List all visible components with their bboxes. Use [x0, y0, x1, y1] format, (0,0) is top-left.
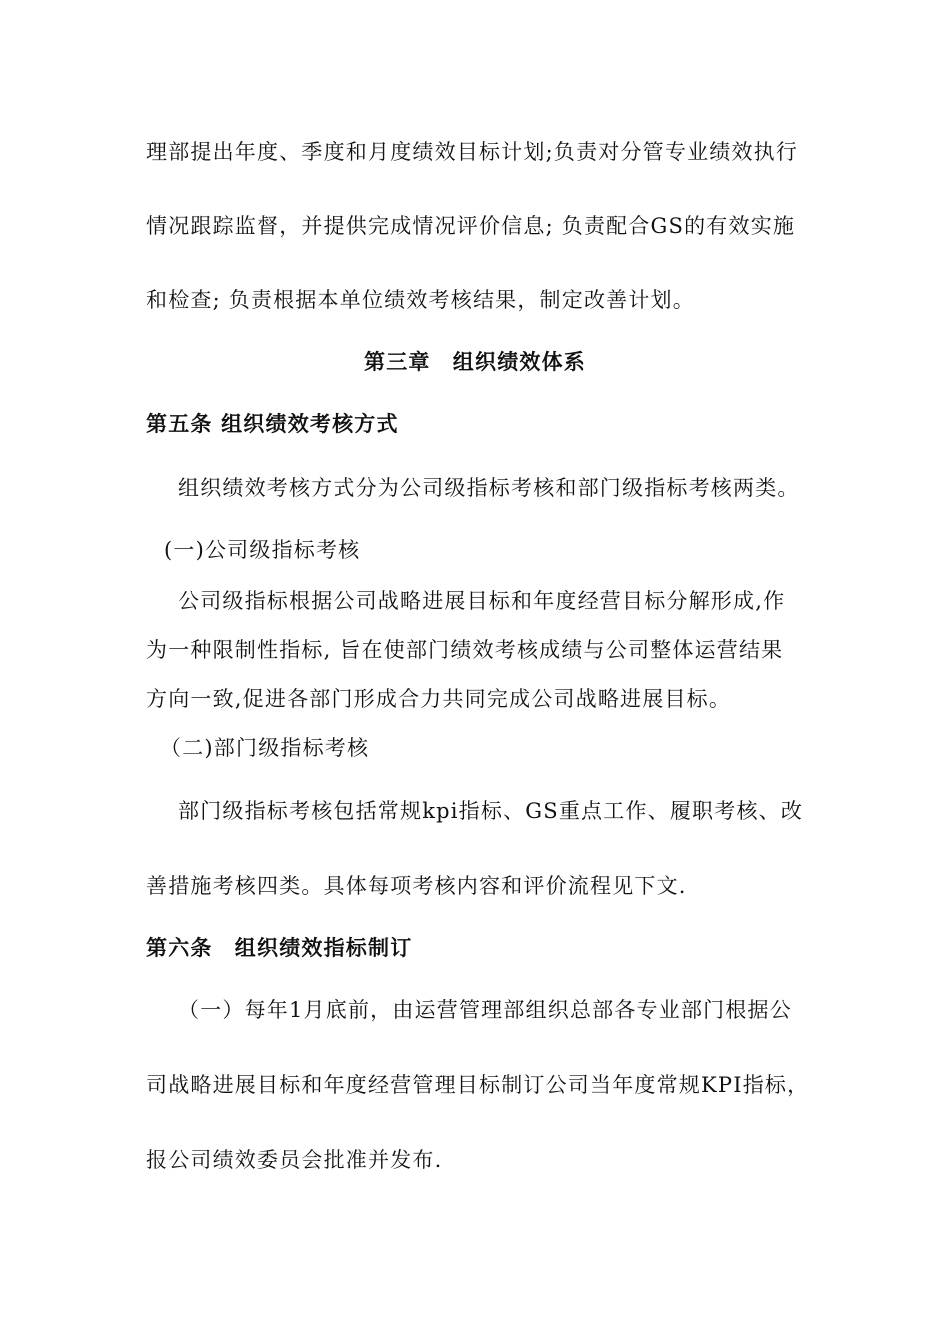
paragraph-line: 部门级指标考核包括常规kpi指标、GS重点工作、履职考核、改: [178, 799, 804, 823]
paragraph-line: 司战略进展目标和年度经营管理目标制订公司当年度常规KPI指标，: [146, 1073, 810, 1097]
paragraph-line: 报公司绩效委员会批准并发布.: [146, 1148, 443, 1172]
subsection-title: （二)部门级指标考核: [160, 736, 370, 760]
article-title: 第六条 组织绩效指标制订: [146, 935, 413, 960]
paragraph-line: 理部提出年度、季度和月度绩效目标计划;负责对分管专业绩效执行: [146, 140, 799, 164]
article-title: 第五条 组织绩效考核方式: [146, 411, 399, 436]
paragraph-line: 公司级指标根据公司战略进展目标和年度经营目标分解形成,作: [178, 589, 786, 613]
paragraph-line: （一）每年1月底前，由运营管理部组织总部各专业部门根据公: [178, 998, 792, 1022]
paragraph-line: 组织绩效考核方式分为公司级指标考核和部门级指标考核两类。: [178, 476, 800, 500]
subsection-title: (一)公司级指标考核: [164, 538, 361, 562]
paragraph-line: 和检查; 负责根据本单位绩效考核结果，制定改善计划。: [146, 288, 695, 312]
paragraph-line: 善措施考核四类。具体每项考核内容和评价流程见下文.: [146, 874, 687, 898]
paragraph-line: 方向一致,促进各部门形成合力共同完成公司战略进展目标。: [146, 687, 732, 711]
chapter-title: 第三章 组织绩效体系: [364, 349, 586, 374]
paragraph-line: 情况跟踪监督，并提供完成情况评价信息; 负责配合GS的有效实施: [146, 214, 796, 238]
paragraph-line: 为一种限制性指标, 旨在使部门绩效考核成绩与公司整体运营结果: [146, 638, 784, 662]
